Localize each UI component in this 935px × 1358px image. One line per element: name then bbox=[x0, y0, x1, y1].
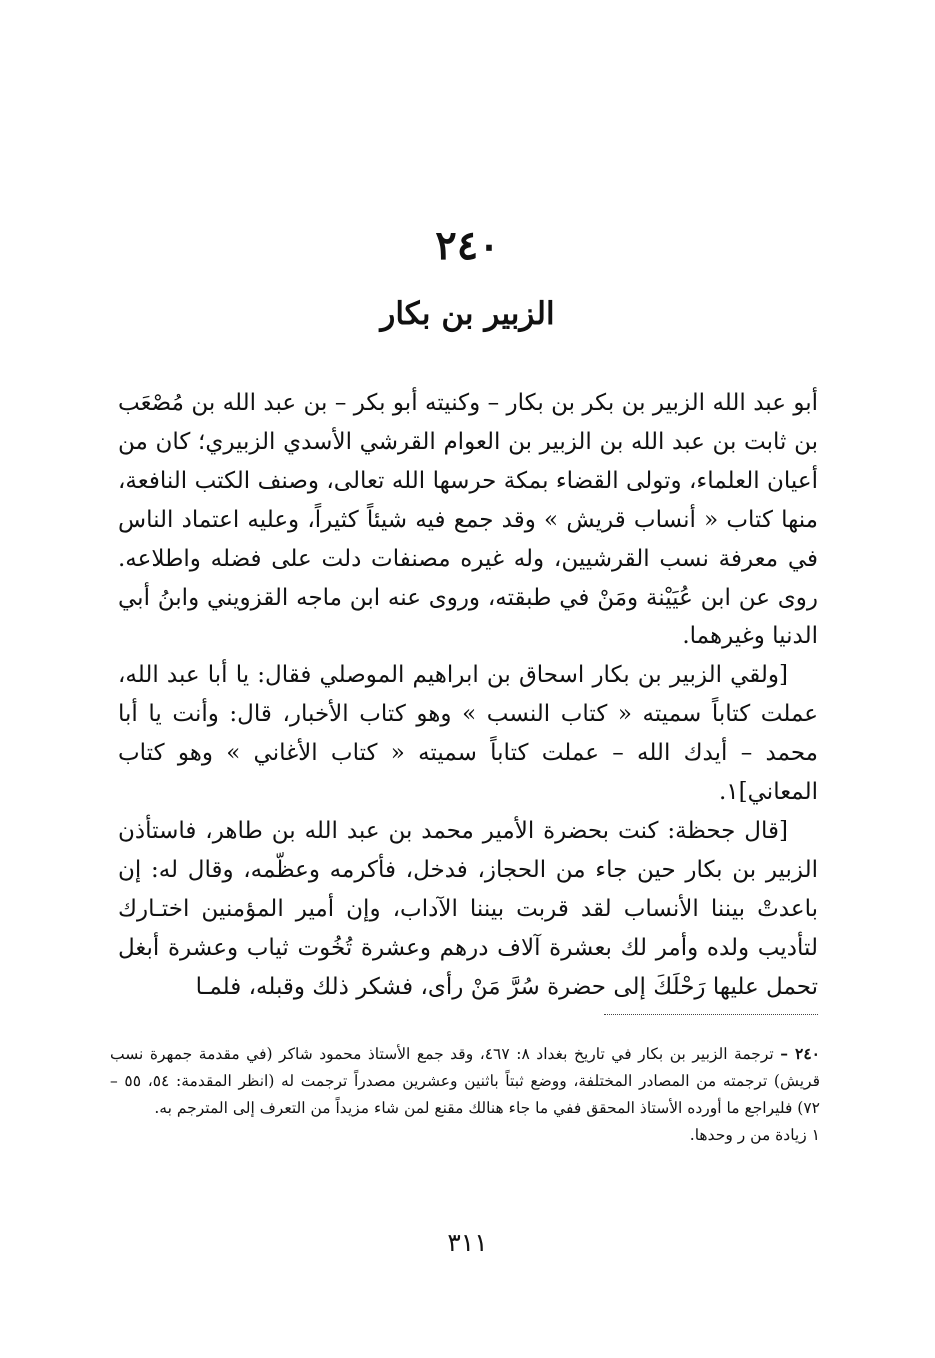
paragraph-biography: أبو عبد الله الزبير بن بكر بن بكار – وكنيته أبو بكر – بن عبد الله بن مُصْعَب بن ثابت بن عبد الله بن الزبير بن العوام القرشي الأسدي الزبيري؛ كان من أعيان العلماء، وتولى القضاء بمكة حرسها الله تعالى، وصنف الكتب النافعة، منها كتاب « أنساب قريش » وقد جمع فيه شيئاً كثيراً، وعليه اعتماد الناس في معرفة نسب القرشيين، وله غيره مصنفات دلت على فضله واطلاعه. روى عن ابن عُيَيْنة ومَنْ في طبقته، وروى عنه ابن ماجه القزويني وابنُ أبي الدنيا وغيرهما. bbox=[118, 390, 818, 650]
footnote-entry bbox=[110, 1040, 820, 1122]
footnote-one-text: زيادة من ر وحدها. bbox=[689, 1126, 807, 1144]
page-number: ٣١١ bbox=[447, 1228, 488, 1257]
paragraph-jahza-account: [قال جحظة: كنت بحضرة الأمير محمد بن عبد الله بن طاهر، فاستأذن الزبير بن بكار حين جاء من الحجاز، فدخل، فأكرمه وعظّمه، وقال له: إن باعدتْ بيننا الأنساب لقد قربت بيننا الآداب، وإن أمير المؤمنين اختـارك لتأديب ولده وأمر لك بعشرة آلاف درهم وعشرة تُخُوت ثياب وعشرة أبغل تحمل عليها رَحْلَكَ إلى حضرة سُرَّ مَنْ رأى، فشكر ذلك وقبله، فلمـا bbox=[118, 817, 818, 1000]
footnote-entry-text: ترجمة الزبير بن بكار في تاريخ بغداد ٨: ٤٦٧، وقد جمع الأستاذ محمود شاكر (في مقدمة جمهرة نسب قريش) ترجمته من المصادر المختلفة، ووضع ثبتاً باثنين وعشرين مصدراً ترجمت له (انظر المقدمة: ٥٤، ٥٥ – ٧٢) فليراجع ما أورده الأستاذ المحقق ففي ما جاء هنالك مقنع لمن شاء مزيداً من التعرف إلى المترجم به. bbox=[110, 1045, 820, 1117]
footnote-one bbox=[110, 1122, 820, 1149]
entry-number: ٢٤٠ bbox=[435, 222, 500, 269]
footnote-separator bbox=[604, 1014, 818, 1015]
footnote-one-number: ١ bbox=[811, 1126, 820, 1144]
entry-title: الزبير بن بكار bbox=[380, 296, 555, 332]
body-text bbox=[118, 384, 818, 1007]
footnote-entry-number: ٢٤٠ – bbox=[780, 1044, 821, 1063]
footnotes bbox=[110, 1040, 820, 1149]
paragraph-meeting-mawsili: [ولقي الزبير بن بكار اسحاق بن ابراهيم الموصلي فقال: يا أبا عبد الله، عملت كتاباً سميته « كتاب النسب » وهو كتاب الأخبار، قال: وأنت يا أبا محمد – أيدك الله – عملت كتاباً سميته « كتاب الأغاني » وهو كتاب المعاني]١. bbox=[118, 662, 818, 806]
